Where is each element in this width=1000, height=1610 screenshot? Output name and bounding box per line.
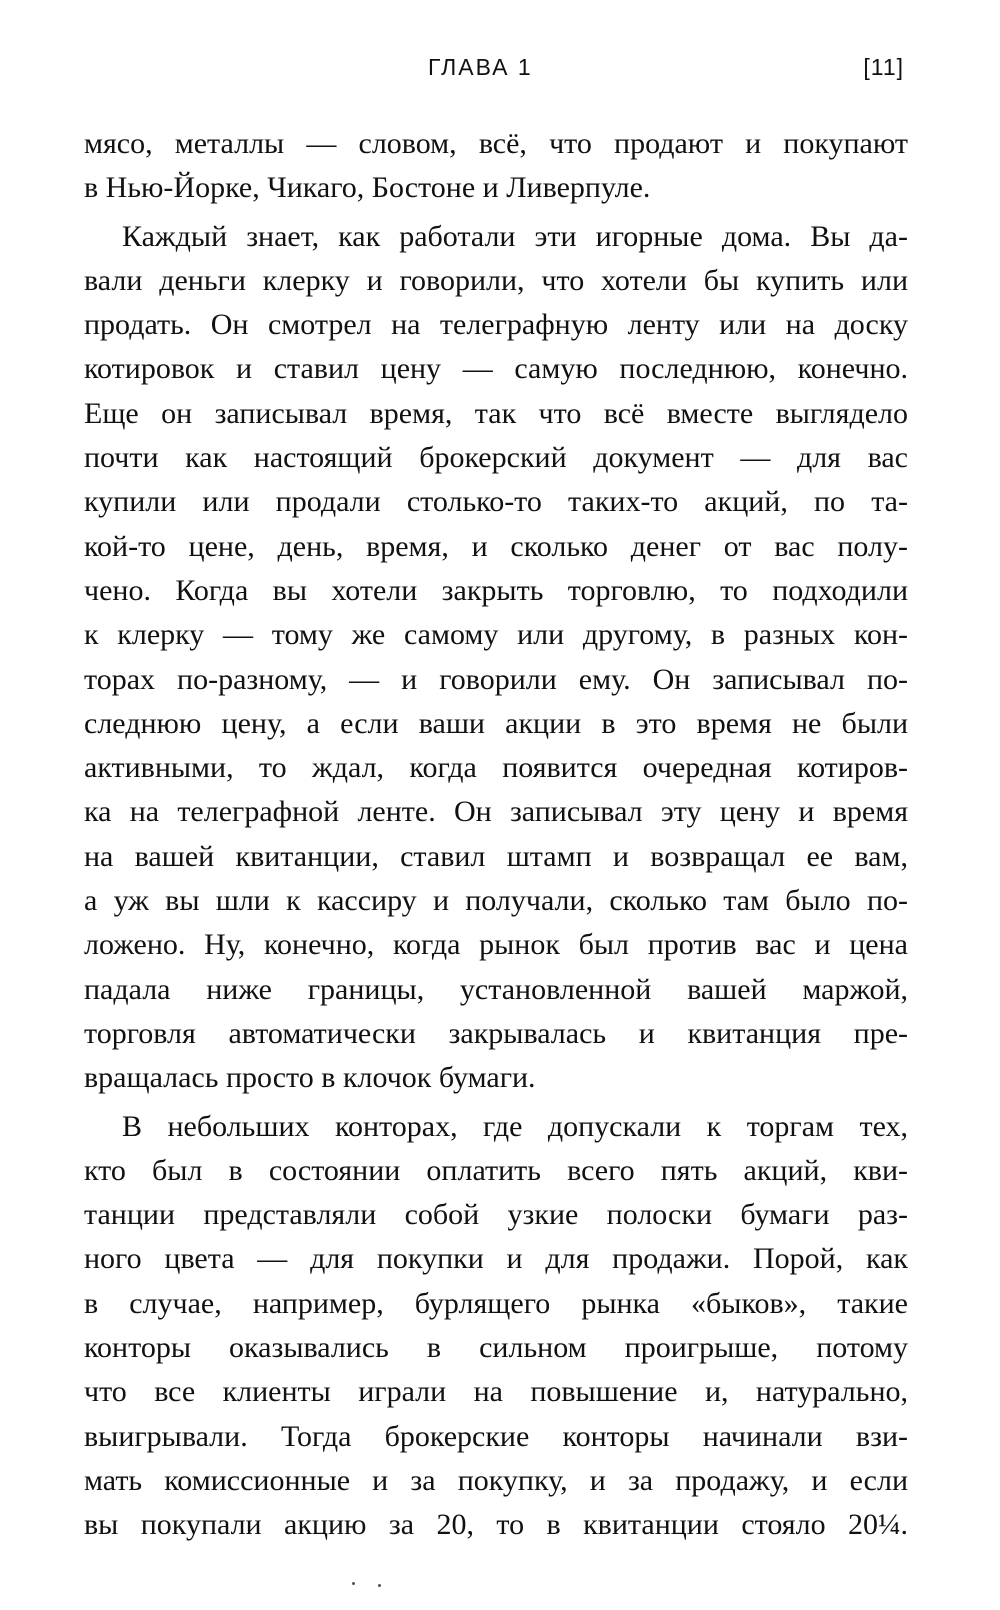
text-line: Каждый знает, как работали эти игорные дома. Вы да- (122, 219, 908, 253)
text-line: ного цвета — для покупки и для продажи. Порой, как (84, 1242, 908, 1276)
text-line: мать комиссионные и за покупку, и за продажу, и если (84, 1463, 908, 1497)
text-line: купили или продали столько-то таких-то акций, по та- (84, 485, 908, 519)
text-line: активными, то ждал, когда появится очередная котиров- (84, 751, 908, 785)
text-line: следнюю цену, а если ваши акции в это время не были (84, 706, 908, 740)
text-line: кто был в состоянии оплатить всего пять акций, кви- (84, 1153, 908, 1187)
body-text (84, 122, 908, 1548)
text-line: котировок и ставил цену — самую последнюю, конечно. (84, 352, 908, 386)
text-line: ложено. Ну, конечно, когда рынок был против вас и цена (84, 928, 908, 962)
text-line: в случае, например, бурлящего рынка «быков», такие (84, 1286, 908, 1320)
text-line: выигрывали. Тогда брокерские конторы начинали взи- (84, 1419, 908, 1453)
text-line: Еще он записывал время, так что всё вместе выглядело (84, 396, 908, 430)
paragraph (84, 1105, 908, 1548)
text-line: В небольших конторах, где допускали к торгам тех, (122, 1109, 908, 1143)
text-line: что все клиенты играли на повышение и, натурально, (84, 1375, 908, 1409)
text-line: почти как настоящий брокерский документ — для вас (84, 441, 908, 475)
chapter-title: ГЛАВА 1 (428, 54, 533, 80)
text-line: кой-то цене, день, время, и сколько денег от вас полу- (84, 529, 908, 563)
text-line: чено. Когда вы хотели закрыть торговлю, то подходили (84, 573, 908, 607)
print-specks (352, 1580, 392, 1588)
text-line: вы покупали акцию за 20, то в квитанции стояло 20¼. (84, 1508, 908, 1542)
text-line: к клерку — тому же самому или другому, в разных кон- (84, 618, 908, 652)
text-line: а уж вы шли к кассиру и получали, сколько там было по- (84, 884, 908, 918)
text-line: вали деньги клерку и говорили, что хотели бы купить или (84, 263, 908, 297)
text-line: конторы оказывались в сильном проигрыше, потому (84, 1331, 908, 1365)
text-line: ка на телеграфной ленте. Он записывал эту цену и время (84, 795, 908, 829)
text-line: в Нью-Йорке, Чикаго, Бостоне и Ливерпуле. (84, 171, 651, 205)
running-head (84, 54, 904, 94)
paragraph (84, 122, 908, 211)
text-line: торах по-разному, — и говорили ему. Он записывал по- (84, 662, 908, 696)
text-line: падала ниже границы, установленной вашей маржой, (84, 972, 908, 1006)
text-line: мясо, металлы — словом, всё, что продают и покупают (84, 127, 908, 160)
page-number: [11] (863, 54, 904, 80)
text-line: торговля автоматически закрывалась и квитанция пре- (84, 1016, 908, 1050)
text-line: продать. Он смотрел на телеграфную ленту или на доску (84, 308, 908, 342)
paragraph (84, 215, 908, 1101)
text-line: на вашей квитанции, ставил штамп и возвращал ее вам, (84, 839, 908, 873)
text-line: вращалась просто в клочок бумаги. (84, 1061, 536, 1095)
text-line: танции представляли собой узкие полоски бумаги раз- (84, 1198, 908, 1232)
